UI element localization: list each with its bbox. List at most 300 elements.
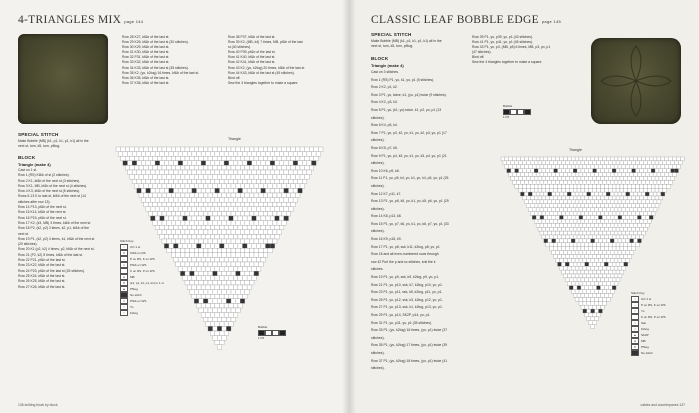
chart-cell xyxy=(174,216,179,221)
chart-cell xyxy=(139,193,144,198)
chart-cell xyxy=(526,177,530,181)
chart-cell xyxy=(208,308,213,313)
pattern-row: Row 40 P39, pf&b of the last st. xyxy=(228,50,276,55)
chart-cell xyxy=(628,247,632,251)
chart-cell xyxy=(254,165,259,170)
chart-cell xyxy=(599,208,603,212)
chart-cell xyxy=(231,147,236,152)
chart-cell xyxy=(194,262,199,267)
chart-cell xyxy=(206,225,211,230)
chart-cell xyxy=(141,170,146,175)
chart-cell xyxy=(272,165,277,170)
chart-cell xyxy=(217,221,222,226)
chart-cell xyxy=(259,165,264,170)
chart-cell xyxy=(171,193,176,198)
chart-cell xyxy=(206,294,211,299)
chart-cell xyxy=(550,169,554,173)
chart-cell xyxy=(595,157,599,161)
chart-cell xyxy=(243,234,248,239)
key-label: MB xyxy=(130,275,135,279)
chart-cell xyxy=(203,308,208,313)
chart-cell xyxy=(268,202,273,207)
chart-cell xyxy=(233,313,238,318)
chart-cell xyxy=(215,267,220,272)
chart-cell xyxy=(213,175,218,180)
chart-cell xyxy=(569,262,573,266)
chart-cell xyxy=(538,169,542,173)
chart-cell xyxy=(643,161,647,165)
chart-cell xyxy=(591,297,595,301)
chart-cell xyxy=(563,157,567,161)
chart-cell xyxy=(220,285,225,290)
chart-cell xyxy=(558,262,562,266)
chart-cell xyxy=(577,161,581,165)
chart-cell xyxy=(171,156,176,161)
chart-cell xyxy=(282,147,287,152)
chart-cell xyxy=(630,251,634,255)
chart-cell xyxy=(185,280,190,285)
special-stitch-heading: SPECIAL STITCH xyxy=(18,132,59,137)
chart-cell xyxy=(581,219,585,223)
chart-cell xyxy=(171,175,176,180)
chart-cell xyxy=(194,290,199,295)
chart-cell xyxy=(236,248,241,253)
chart-cell xyxy=(657,173,661,177)
chart-cell xyxy=(206,285,211,290)
chart-cell xyxy=(213,202,218,207)
chart-cell xyxy=(180,248,185,253)
chart-cell xyxy=(639,161,643,165)
chart-cell xyxy=(536,223,540,227)
chart-cell xyxy=(593,243,597,247)
chart-cell xyxy=(632,235,636,239)
chart-cell xyxy=(528,192,532,196)
chart-cell xyxy=(649,192,653,196)
chart-cell xyxy=(575,165,579,169)
chart-cell xyxy=(585,313,589,317)
chart-cell xyxy=(550,188,554,192)
chart-cell xyxy=(130,165,135,170)
book-gutter xyxy=(342,0,356,413)
chart-cell xyxy=(254,248,259,253)
chart-cell xyxy=(589,169,593,173)
chart-cell xyxy=(610,290,614,294)
chart-cell xyxy=(583,180,587,184)
chart-cell xyxy=(599,231,603,235)
chart-cell xyxy=(612,212,616,216)
chart-cell xyxy=(252,188,257,193)
chart-cell xyxy=(286,147,291,152)
chart-cell xyxy=(608,212,612,216)
block-subheading: Triangle (make 4) xyxy=(18,162,51,167)
chart-cell xyxy=(259,184,264,189)
chart-cell xyxy=(203,202,208,207)
chart-cell xyxy=(556,208,560,212)
chart-cell xyxy=(602,208,606,212)
chart-cell xyxy=(565,247,569,251)
chart-cell xyxy=(620,184,624,188)
chart-cell xyxy=(125,156,130,161)
chart-cell xyxy=(585,278,589,282)
chart-cell xyxy=(272,230,277,235)
chart-cell xyxy=(536,173,540,177)
chart-cell xyxy=(519,177,523,181)
chart-cell xyxy=(587,216,591,220)
chart-cell xyxy=(579,157,583,161)
chart-cell xyxy=(585,184,589,188)
chart-cell xyxy=(612,278,616,282)
page-folio: cables and counterpanes 137 xyxy=(640,403,685,407)
chart-cell xyxy=(546,177,550,181)
chart-cell xyxy=(560,258,564,262)
chart-cell xyxy=(634,208,638,212)
chart-cell xyxy=(573,184,577,188)
chart-cell xyxy=(272,193,277,198)
chart-cell xyxy=(579,231,583,235)
bobble-chart xyxy=(258,325,286,340)
chart-cell xyxy=(231,271,236,276)
chart-cell xyxy=(176,221,181,226)
chart-cell xyxy=(160,216,165,221)
chart-cell xyxy=(210,313,215,318)
chart-cell xyxy=(249,156,254,161)
chart-cell xyxy=(259,248,264,253)
chart-cell xyxy=(595,282,599,286)
leaf-motif-icon xyxy=(591,38,681,124)
chart-cell xyxy=(546,188,550,192)
chart-cell xyxy=(164,216,169,221)
chart-cell xyxy=(286,193,291,198)
chart-cell xyxy=(565,243,569,247)
chart-cell xyxy=(302,179,307,184)
chart-cell xyxy=(208,262,213,267)
chart-cell xyxy=(279,207,284,212)
chart-cell xyxy=(597,196,601,200)
chart-cell xyxy=(620,161,624,165)
chart-cell xyxy=(597,255,601,259)
chart-cell xyxy=(565,169,569,173)
chart-cell xyxy=(151,188,156,193)
pattern-row: Row 39 K2, (MB, k4) 7 times, MB, pf&b of the last xyxy=(228,40,303,45)
chart-cell xyxy=(616,161,620,165)
chart-cell xyxy=(620,227,624,231)
chart-cell xyxy=(208,193,213,198)
chart-cell xyxy=(245,290,250,295)
chart-cell xyxy=(192,225,197,230)
chart-cell xyxy=(247,234,252,239)
chart-cell xyxy=(215,257,220,262)
chart-cell xyxy=(544,173,548,177)
chart-cell xyxy=(272,239,277,244)
chart-cell xyxy=(231,317,236,322)
chart-cell xyxy=(548,192,552,196)
chart-cell xyxy=(254,221,259,226)
chart-cell xyxy=(272,147,277,152)
chart-cell xyxy=(164,188,169,193)
chart-cell xyxy=(608,255,612,259)
chart-cell xyxy=(277,221,282,226)
chart-cell xyxy=(160,198,165,203)
chart-cell xyxy=(626,180,630,184)
chart-cell xyxy=(602,290,606,294)
pattern-row: Row 23 P1, yo, p11, ssk, k5, k2tog, p11, yo, p1. xyxy=(371,290,443,295)
chart-cell xyxy=(602,251,606,255)
chart-cell xyxy=(639,188,643,192)
chart-cell xyxy=(561,184,565,188)
chart-cell xyxy=(157,193,162,198)
chart-cell xyxy=(546,184,550,188)
chart-cell xyxy=(556,192,560,196)
chart-cell xyxy=(606,157,610,161)
chart-cell xyxy=(174,198,179,203)
chart-cell xyxy=(597,313,601,317)
chart-cell xyxy=(224,276,229,281)
chart-cell xyxy=(659,196,663,200)
chart-cell xyxy=(263,175,268,180)
chart-cell xyxy=(626,200,630,204)
chart-cell xyxy=(657,192,661,196)
chart-cell xyxy=(556,239,560,243)
chart-cell xyxy=(206,322,211,327)
chart-cell xyxy=(569,219,573,223)
key-label: K2tog xyxy=(641,327,649,331)
chart-cell xyxy=(597,243,601,247)
chart-cell xyxy=(624,262,628,266)
chart-cell xyxy=(300,165,305,170)
chart-cell xyxy=(201,267,206,272)
chart-cell xyxy=(604,270,608,274)
chart-cell xyxy=(289,188,294,193)
chart-cell xyxy=(604,255,608,259)
key-label: Yo xyxy=(641,309,645,313)
chart-cell xyxy=(563,223,567,227)
chart-cell xyxy=(567,165,571,169)
chart-cell xyxy=(583,239,587,243)
chart-cell xyxy=(229,257,234,262)
chart-cell xyxy=(618,208,622,212)
chart-cell xyxy=(554,235,558,239)
chart-cell xyxy=(238,303,243,308)
chart-cell xyxy=(291,184,296,189)
chart-cell xyxy=(608,204,612,208)
chart-cell xyxy=(634,192,638,196)
chart-cell xyxy=(620,196,624,200)
chart-cell xyxy=(167,184,172,189)
chart-cell xyxy=(167,248,172,253)
chart-cell xyxy=(602,301,606,305)
chart-cell xyxy=(532,165,536,169)
chart-cell xyxy=(606,297,610,301)
pattern-row: stitches). xyxy=(371,366,385,371)
chart-cell xyxy=(293,161,298,166)
chart-cell xyxy=(210,216,215,221)
chart-cell xyxy=(185,221,190,226)
chart-cell xyxy=(655,184,659,188)
chart-cell xyxy=(606,258,610,262)
chart-cell xyxy=(151,216,156,221)
chart-cell xyxy=(630,200,634,204)
chart-cell xyxy=(622,216,626,220)
chart-cell xyxy=(606,200,610,204)
chart-cell xyxy=(279,198,284,203)
chart-cell xyxy=(591,251,595,255)
chart-cell xyxy=(628,177,632,181)
chart-cell xyxy=(134,156,139,161)
chart-cell xyxy=(610,258,614,262)
chart-cell xyxy=(610,180,614,184)
chart-cell xyxy=(226,239,231,244)
chart-cell xyxy=(247,207,252,212)
chart-cell xyxy=(266,161,271,166)
chart-cell xyxy=(606,274,610,278)
chart-cell xyxy=(657,200,661,204)
bobble-caption: 1 K5 xyxy=(503,115,510,119)
chart-cell xyxy=(231,221,236,226)
chart-cell xyxy=(639,212,643,216)
chart-cell xyxy=(266,234,271,239)
chart-cell xyxy=(155,179,160,184)
chart-cell xyxy=(565,196,569,200)
chart-cell xyxy=(261,234,266,239)
chart-cell xyxy=(647,184,651,188)
chart-cell xyxy=(651,196,655,200)
chart-cell xyxy=(616,184,620,188)
chart-cell xyxy=(552,216,556,220)
chart-cell xyxy=(210,170,215,175)
chart-cell xyxy=(217,290,222,295)
chart-cell xyxy=(649,216,653,220)
pattern-row: Row 22 P21, pf&b of the last st. xyxy=(18,258,66,263)
chart-cell xyxy=(589,313,593,317)
chart-cell xyxy=(277,184,282,189)
chart-cell xyxy=(157,202,162,207)
chart-cell xyxy=(554,255,558,259)
chart-cell xyxy=(130,156,135,161)
chart-cell xyxy=(542,227,546,231)
pattern-row: Row 35 P1, (yo, k2tog) 17 times, (yo, p1) twice (39 xyxy=(371,343,448,348)
chart-cell xyxy=(148,147,153,152)
chart-cell xyxy=(602,274,606,278)
chart-cell xyxy=(604,235,608,239)
chart-cell xyxy=(542,188,546,192)
chart-cell xyxy=(602,282,606,286)
chart-cell xyxy=(210,322,215,327)
chart-cell xyxy=(286,211,291,216)
chart-cell xyxy=(160,207,165,212)
chart-cell xyxy=(307,161,312,166)
chart-cell xyxy=(647,177,651,181)
chart-cell xyxy=(544,231,548,235)
chart-cell xyxy=(599,290,603,294)
chart-cell xyxy=(215,285,220,290)
chart-cell xyxy=(134,175,139,180)
chart-cell xyxy=(192,267,197,272)
chart-cell xyxy=(655,196,659,200)
chart-cell xyxy=(620,219,624,223)
chart-cell xyxy=(194,299,199,304)
chart-cell xyxy=(585,177,589,181)
stitch-key xyxy=(631,290,666,356)
key-label: MB xyxy=(641,339,646,343)
chart-cell xyxy=(569,196,573,200)
chart-cell xyxy=(585,196,589,200)
chart-cell xyxy=(643,204,647,208)
chart-cell xyxy=(671,169,675,173)
chart-cell xyxy=(589,255,593,259)
chart-cell xyxy=(183,170,188,175)
chart-cell xyxy=(295,147,300,152)
chart-cell xyxy=(226,156,231,161)
chart-cell xyxy=(673,173,677,177)
chart-cell xyxy=(602,223,606,227)
chart-cell xyxy=(636,204,640,208)
chart-cell xyxy=(157,156,162,161)
chart-cell xyxy=(268,211,273,216)
chart-cell xyxy=(534,161,538,165)
chart-cell xyxy=(254,184,259,189)
chart-cell xyxy=(270,170,275,175)
chart-cell xyxy=(628,196,632,200)
chart-cell xyxy=(546,212,550,216)
chart-cell xyxy=(279,225,284,230)
chart-cell xyxy=(575,266,579,270)
chart-cell xyxy=(238,161,243,166)
chart-cell xyxy=(563,231,567,235)
chart-cell xyxy=(208,156,213,161)
chart-cell xyxy=(571,282,575,286)
chart-cell xyxy=(585,204,589,208)
chart-cell xyxy=(222,280,227,285)
chart-cell xyxy=(591,157,595,161)
chart-cell xyxy=(589,188,593,192)
chart-cell xyxy=(284,216,289,221)
chart-cell xyxy=(256,152,261,157)
chart-cell xyxy=(238,188,243,193)
chart-cell xyxy=(573,286,577,290)
chart-cell xyxy=(197,285,202,290)
page-ref: page 144 xyxy=(124,19,144,24)
chart-cell xyxy=(222,239,227,244)
chart-cell xyxy=(180,175,185,180)
chart-cell xyxy=(272,221,277,226)
chart-cell xyxy=(302,152,307,157)
chart-cell xyxy=(556,180,560,184)
chart-cell xyxy=(614,180,618,184)
chart-cell xyxy=(167,165,172,170)
chart-cell xyxy=(563,165,567,169)
chart-cell xyxy=(178,257,183,262)
key-title: Stitch Key xyxy=(631,291,645,295)
chart-cell xyxy=(620,247,624,251)
chart-cell xyxy=(540,180,544,184)
chart-cell xyxy=(231,175,236,180)
chart-cell xyxy=(632,196,636,200)
chart-cell xyxy=(528,173,532,177)
chart-cell xyxy=(222,253,227,258)
chart-cell xyxy=(309,165,314,170)
chart-cell xyxy=(148,184,153,189)
chart-cell xyxy=(526,204,530,208)
chart-cell xyxy=(577,278,581,282)
chart-cell xyxy=(565,255,569,259)
chart-cell xyxy=(608,262,612,266)
chart-cell xyxy=(626,239,630,243)
chart-cell xyxy=(252,198,257,203)
chart-cell xyxy=(597,184,601,188)
chart-cell xyxy=(600,161,604,165)
chart-cell xyxy=(636,243,640,247)
chart-cell xyxy=(589,247,593,251)
